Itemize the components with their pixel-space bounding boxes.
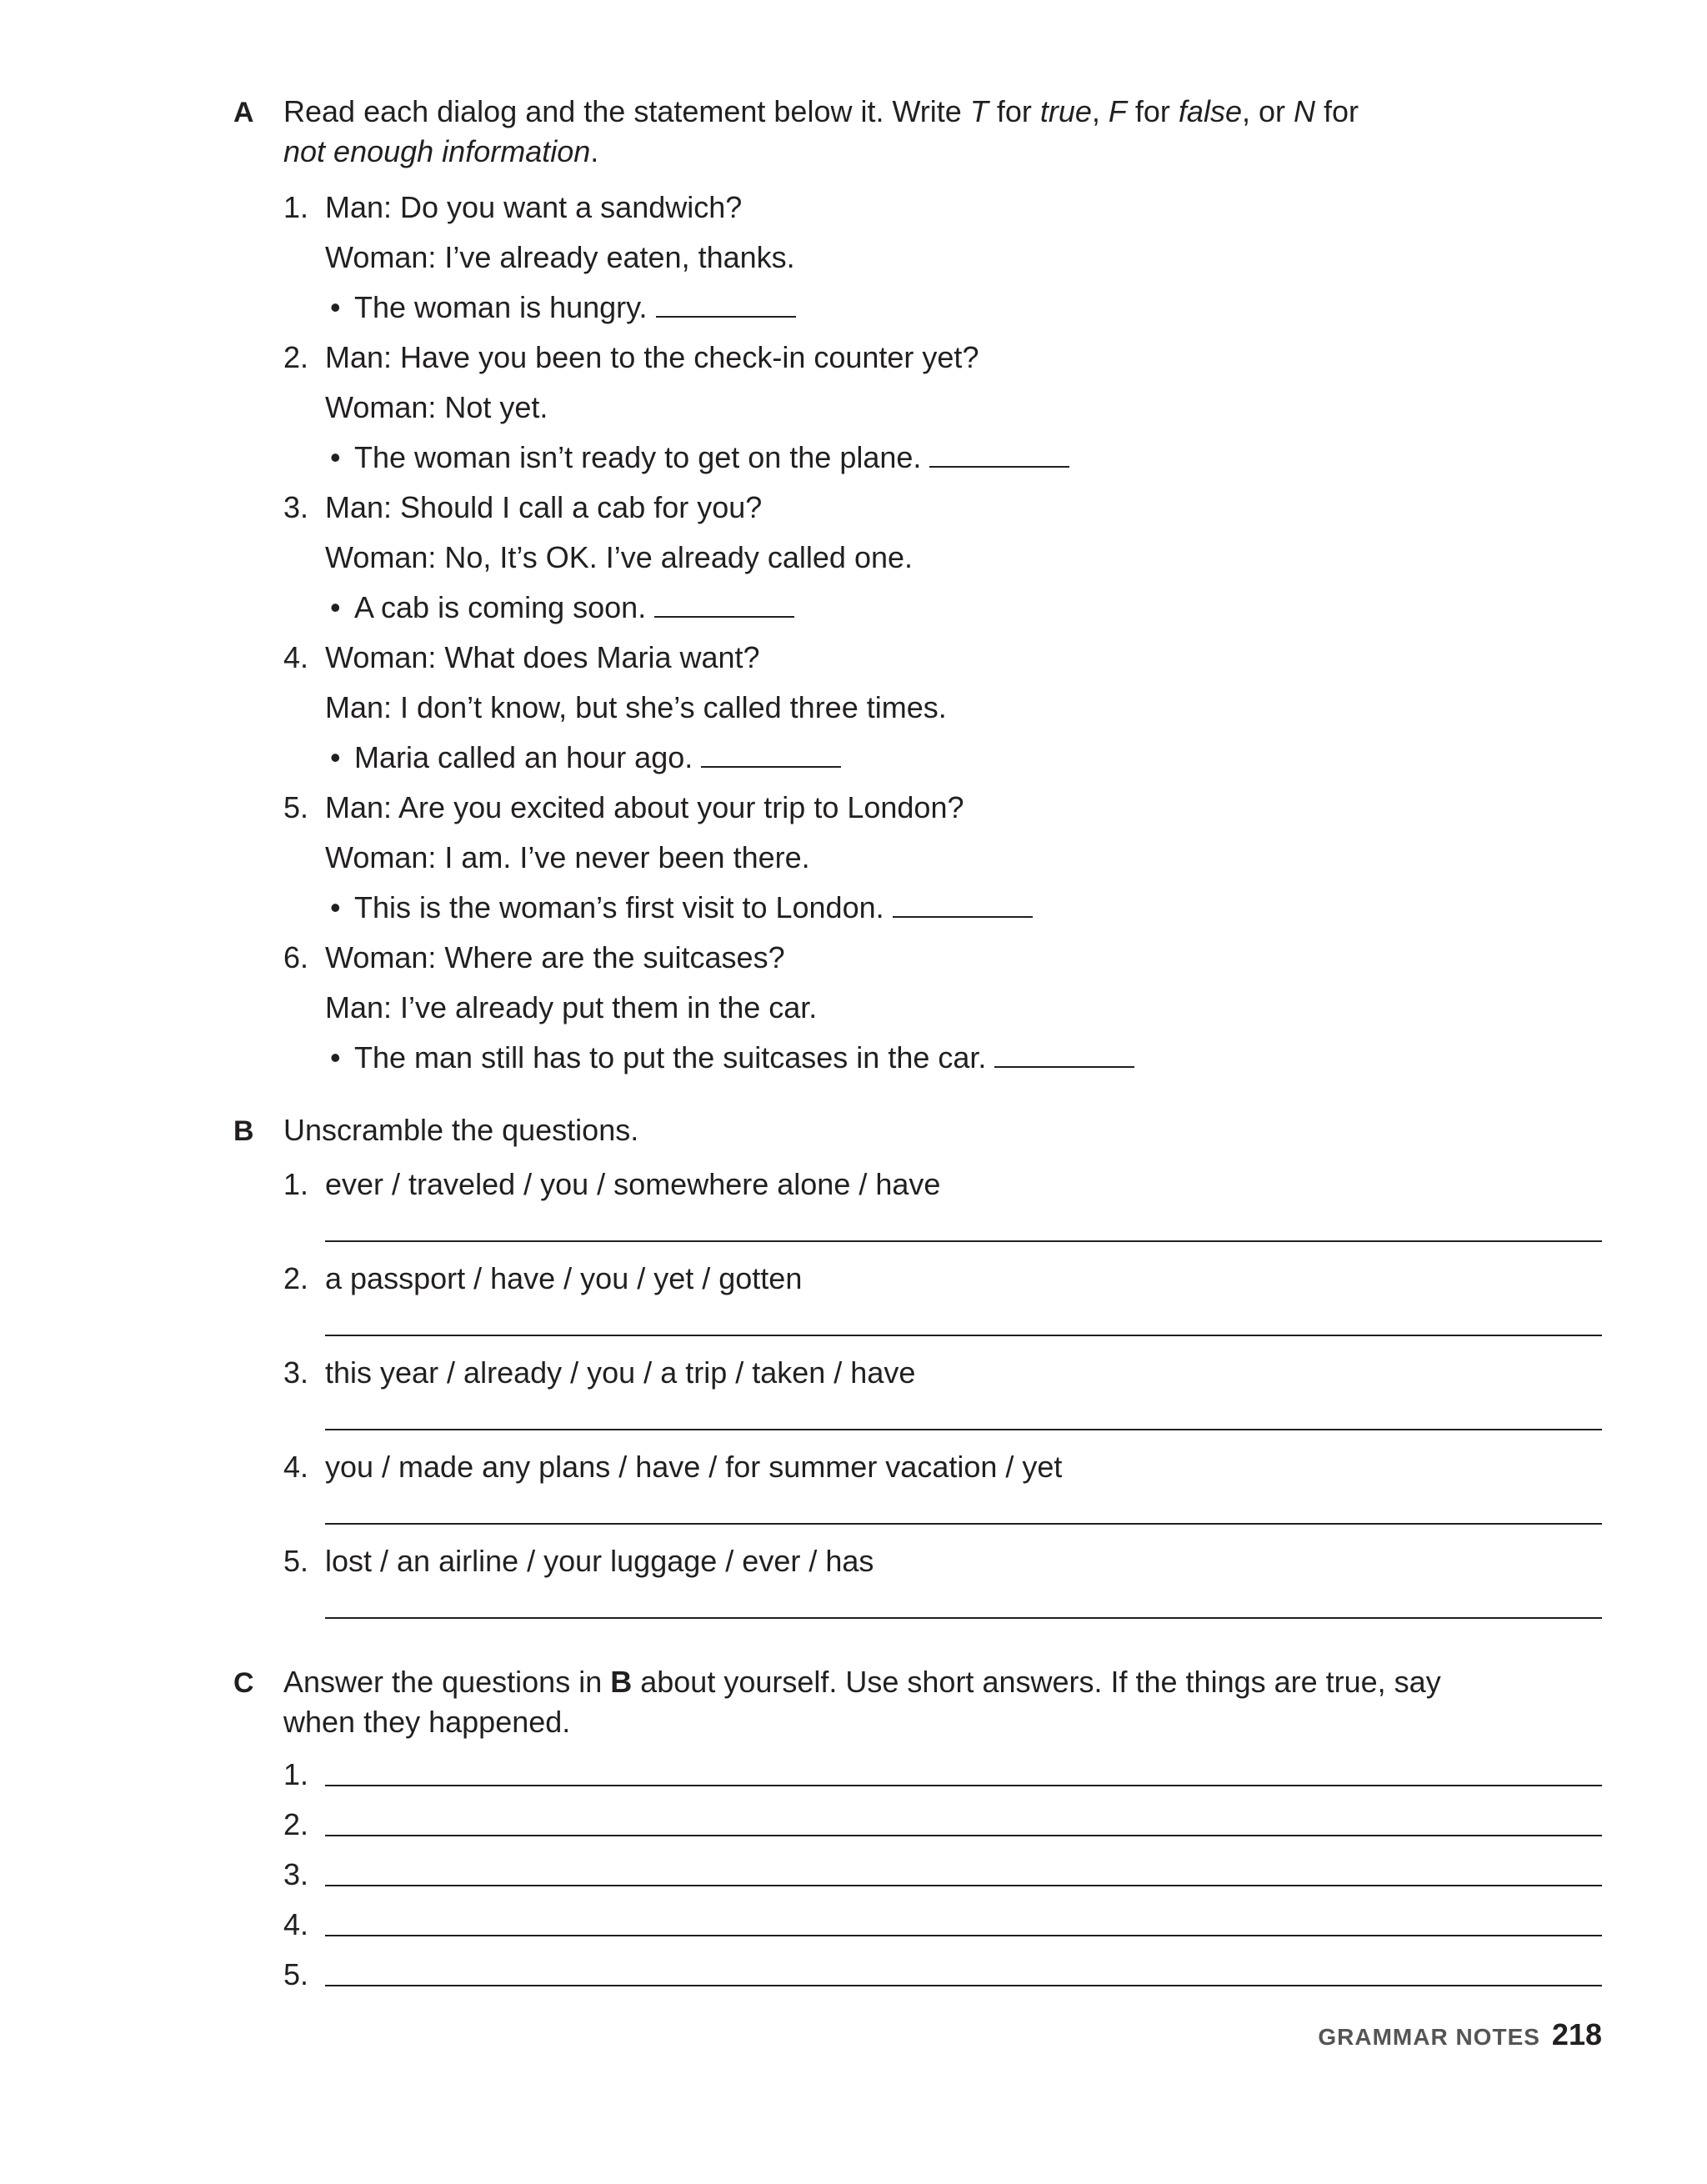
item-number: 1. — [283, 190, 309, 224]
bullet-icon: • — [330, 590, 341, 624]
footer-label: GRAMMAR NOTES — [1318, 2024, 1540, 2050]
item-number: 4. — [283, 1907, 309, 1941]
statement: The woman isn’t ready to get on the plane. — [354, 440, 1069, 475]
dialog-line: Man: I don’t know, but she’s called three times. — [325, 690, 947, 724]
answer-line[interactable] — [325, 1885, 1602, 1886]
answer-line[interactable] — [325, 1335, 1602, 1336]
scrambled-question: a passport / have / you / yet / gotten — [325, 1261, 803, 1295]
answer-blank[interactable] — [893, 891, 1033, 918]
item-number: 1. — [283, 1757, 309, 1791]
page-number: 218 — [1551, 2017, 1602, 2051]
item-number: 4. — [283, 1450, 309, 1484]
page-footer — [1318, 2017, 1602, 2052]
bullet-icon: • — [330, 440, 341, 474]
dialog-line: Woman: Not yet. — [325, 390, 548, 424]
bullet-icon: • — [330, 290, 341, 324]
item-number: 2. — [283, 1261, 309, 1295]
dialog-line: Man: Are you excited about your trip to London? — [325, 790, 964, 824]
answer-blank[interactable] — [656, 291, 796, 318]
dialog-line: Man: Have you been to the check-in counter yet? — [325, 340, 979, 374]
answer-line[interactable] — [325, 1617, 1602, 1619]
dialog-line: Woman: No, It’s OK. I’ve already called one. — [325, 540, 914, 574]
answer-line[interactable] — [325, 1985, 1602, 1986]
item-number: 2. — [283, 1807, 309, 1841]
dialog-line: Woman: I’ve already eaten, thanks. — [325, 240, 795, 274]
bullet-icon: • — [330, 1040, 341, 1074]
statement: The woman is hungry. — [354, 290, 796, 325]
answer-line[interactable] — [325, 1835, 1602, 1836]
answer-line[interactable] — [325, 1429, 1602, 1430]
item-number: 4. — [283, 640, 309, 674]
item-number: 5. — [283, 790, 309, 824]
answer-blank[interactable] — [994, 1041, 1134, 1068]
dialog-line: Woman: Where are the suitcases? — [325, 940, 785, 974]
section-a-instruction: Read each dialog and the statement below it. Write T for true, F for false, or N for not enough information. — [283, 94, 1359, 168]
section-c-instruction: Answer the questions in B about yourself. Use short answers. If the things are true, say when they happened. — [283, 1665, 1441, 1739]
scrambled-question: lost / an airline / your luggage / ever / has — [325, 1544, 874, 1578]
answer-line[interactable] — [325, 1935, 1602, 1936]
statement: A cab is coming soon. — [354, 590, 794, 625]
answer-line[interactable] — [325, 1523, 1602, 1525]
dialog-line: Man: Should I call a cab for you? — [325, 490, 763, 524]
item-number: 6. — [283, 940, 309, 974]
answer-line[interactable] — [325, 1785, 1602, 1786]
section-c-letter: C — [233, 1667, 254, 1699]
dialog-line: Woman: I am. I’ve never been there. — [325, 840, 810, 874]
scrambled-question: you / made any plans / have / for summer vacation / yet — [325, 1450, 1063, 1484]
item-number: 3. — [283, 1355, 309, 1390]
scrambled-question: ever / traveled / you / somewhere alone / have — [325, 1167, 941, 1201]
dialog-line: Man: Do you want a sandwich? — [325, 190, 743, 224]
section-a-letter: A — [233, 97, 254, 128]
item-number: 3. — [283, 490, 309, 524]
item-number: 3. — [283, 1857, 309, 1891]
bullet-icon: • — [330, 740, 341, 774]
statement: The man still has to put the suitcases in the car. — [354, 1040, 1134, 1075]
scrambled-question: this year / already / you / a trip / taken / have — [325, 1355, 916, 1390]
section-b-letter: B — [233, 1115, 254, 1147]
statement: This is the woman’s first visit to London. — [354, 890, 1033, 925]
statement: Maria called an hour ago. — [354, 740, 841, 775]
item-number: 5. — [283, 1957, 309, 1991]
section-b-instruction: Unscramble the questions. — [283, 1113, 639, 1147]
answer-line[interactable] — [325, 1240, 1602, 1242]
bullet-icon: • — [330, 890, 341, 924]
item-number: 2. — [283, 340, 309, 374]
dialog-line: Man: I’ve already put them in the car. — [325, 990, 818, 1024]
dialog-line: Woman: What does Maria want? — [325, 640, 760, 674]
answer-blank[interactable] — [701, 741, 841, 768]
answer-blank[interactable] — [654, 591, 794, 618]
answer-blank[interactable] — [929, 441, 1069, 468]
item-number: 5. — [283, 1544, 309, 1578]
item-number: 1. — [283, 1167, 309, 1201]
